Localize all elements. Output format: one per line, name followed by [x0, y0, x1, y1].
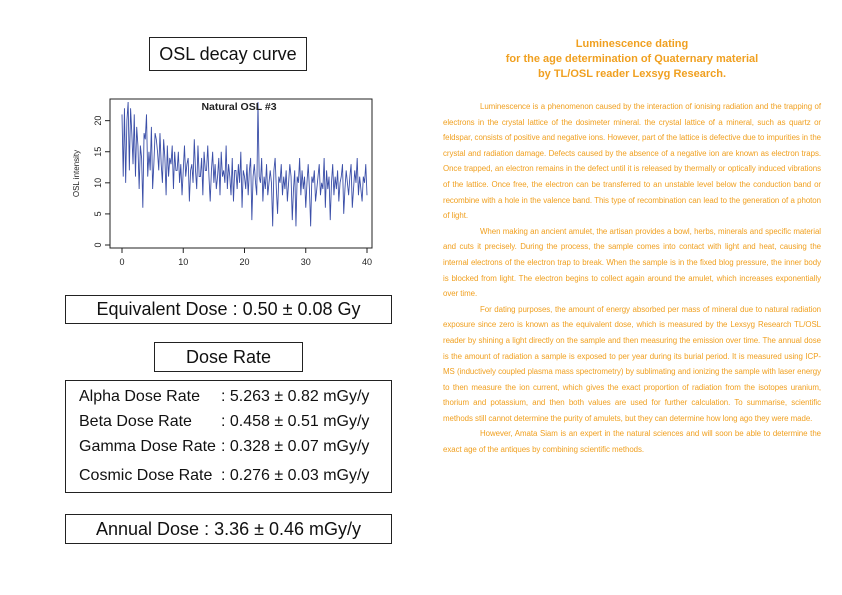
equivalent-dose-label: Equivalent Dose [96, 299, 228, 319]
dose-rate-value: : 0.328 ± 0.07 mGy/y [221, 438, 370, 455]
article-title [443, 37, 821, 82]
dose-rate-name: Beta Dose Rate [79, 413, 192, 430]
dose-rate-value: : 5.263 ± 0.82 mGy/y [221, 388, 370, 405]
series-line [122, 102, 367, 226]
article-paragraph: For dating purposes, the amount of energy absorbed per mass of mineral due to natural radiation exposure since zero is known as the equivalent dose, which is measured by the Lexsyg Research TL/OSL reader by shining a light directly on the sample and then measuring the emission over time. The annual dose is the amount of radiation a sample is exposed to per year during its burial period. It is measured using ICP-MS (inductively coupled plasma mass spectrometry) by sublimating and ionizing the sample with laser energy to then measure the ion current, which gives the exact proportion of radiation from the isotopes uranium, thorium and potassium, and then both values are used for further calculation. To summarise, scientific methods still cannot determine the purity of amulets, but they can determine how long ago they were made. [443, 304, 821, 423]
x-tick-label: 30 [300, 257, 311, 267]
y-tick-label: 10 [93, 177, 103, 188]
dose-rate-value: : 0.276 ± 0.03 mGy/y [221, 467, 370, 484]
annual-dose-label: Annual Dose [95, 519, 200, 539]
osl-title: OSL decay curve [159, 44, 297, 64]
dose-rate-title: Dose Rate [185, 347, 272, 367]
y-tick-label: 15 [93, 146, 103, 157]
dose-rate-row-beta [79, 413, 369, 431]
osl-chart-svg [66, 93, 386, 275]
x-tick-label: 20 [239, 257, 250, 267]
chart-title: Natural OSL #3 [201, 101, 277, 113]
article-paragraph: When making an ancient amulet, the artisan provides a bowl, herbs, minerals and specific material and cuts it precisely. During the process, the sample comes into contact with light and heat, causing the internal electrons of the electron trap to break. When the sample is in the fixed blog pressure, the inner body is blocked from light. The electron begins to collect again around the amulet, which increases exponentially over time. [443, 226, 821, 299]
dose-rate-row-cosmic [79, 467, 369, 485]
dose-rate-value: : 0.458 ± 0.51 mGy/y [221, 413, 370, 430]
dose-rate-name: Alpha Dose Rate [79, 388, 200, 405]
equivalent-dose-value: : 0.50 ± 0.08 Gy [232, 299, 361, 319]
y-tick-label: 20 [93, 115, 103, 126]
x-tick-label: 10 [178, 257, 189, 267]
osl-decay-chart [66, 93, 386, 275]
article-paragraph: Luminescence is a phenomenon caused by the interaction of ionising radiation and the trapping of electrons in the crystal lattice of the dosimeter mineral. the crystal lattice of a mineral, such as quartz or feldspar, consists of positive and negative ions. However, part of the lattice is defective due to impurities in the crystal and radiation damage. Defects caused by the absence of a negative ion are known as electron traps. Once trapped, an electron remains in the defect until it is released by thermally or optically induced vibrations of the lattice. Once free, the electron can be transferred to an unstable level below the conduction band or recombine with a hole in the valence band. This type of recombination can lead to the generation of a photon of light. [443, 102, 821, 221]
y-tick-label: 0 [93, 242, 103, 248]
dose-rate-title-box [154, 342, 303, 372]
article [443, 37, 821, 458]
article-title-line: by TL/OSL reader Lexsyg Research. [537, 68, 727, 80]
annual-dose-value: : 3.36 ± 0.46 mGy/y [204, 519, 362, 539]
dose-rate-table [65, 380, 392, 493]
osl-title-box [149, 37, 307, 71]
y-tick-label: 5 [93, 211, 103, 217]
x-tick-label: 0 [119, 257, 125, 267]
equivalent-dose-box [65, 295, 392, 324]
article-title-line: Luminescence dating [575, 38, 689, 50]
dose-rate-name: Gamma Dose Rate [79, 438, 216, 455]
dose-rate-name: Cosmic Dose Rate [79, 467, 213, 484]
article-paragraph: However, Amata Siam is an expert in the natural sciences and will soon be able to determine the exact age of the antiques by combining scientific methods. [443, 429, 821, 455]
article-title-line: for the age determination of Quaternary material [505, 53, 759, 65]
dose-rate-row-gamma [79, 438, 369, 456]
dose-rate-row-alpha [79, 388, 369, 406]
y-axis-label: OSL intensity [72, 149, 81, 198]
x-tick-label: 40 [361, 257, 373, 267]
annual-dose-box [65, 514, 392, 544]
